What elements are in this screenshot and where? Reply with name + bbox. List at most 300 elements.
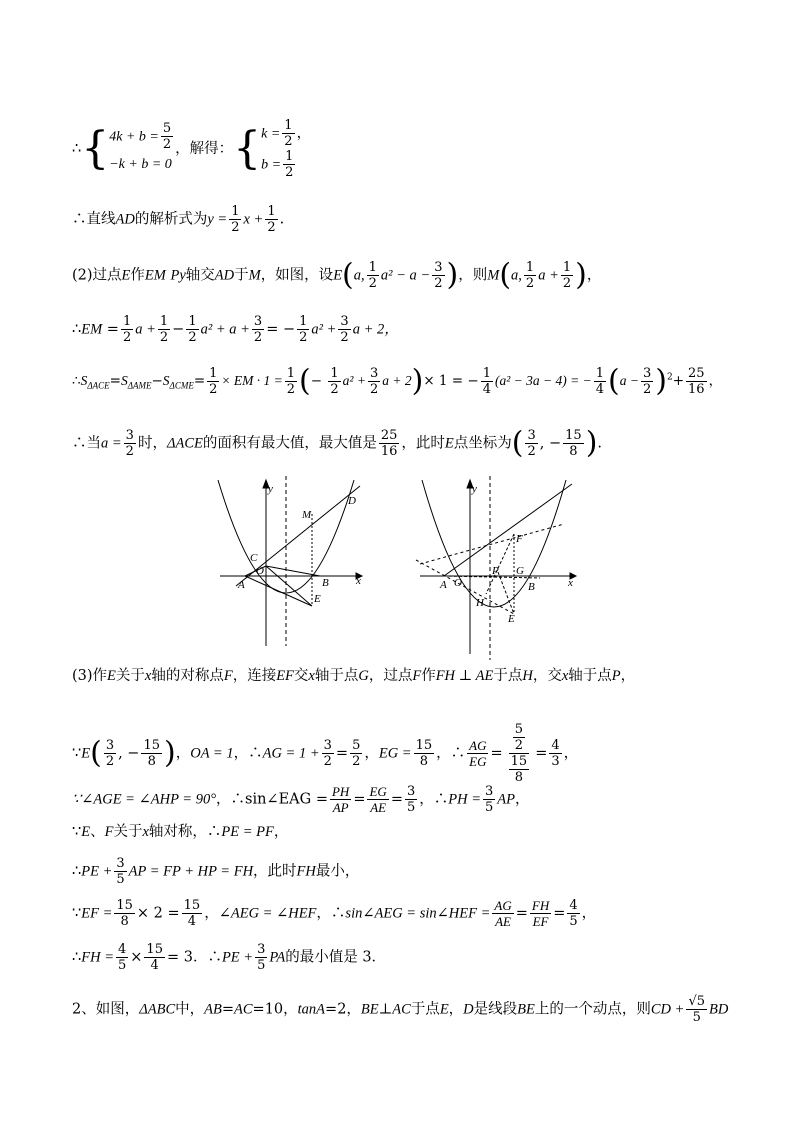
point-p: P <box>611 668 621 684</box>
period: . <box>597 435 603 452</box>
text: (3)作 <box>72 668 108 684</box>
math: PE = PF <box>221 824 274 840</box>
y-axis-label: y <box>179 267 186 284</box>
frac-den: 2 <box>188 330 197 345</box>
math: + <box>672 373 685 389</box>
paren: ( <box>299 363 311 399</box>
right-brace: { <box>233 123 262 174</box>
frac-num: 3 <box>116 856 125 871</box>
point-e: E <box>444 435 454 452</box>
line-ad-expression <box>72 204 284 235</box>
math: CD + <box>650 1001 685 1018</box>
label-o: O <box>256 565 264 577</box>
max-area-line <box>72 425 603 461</box>
frac-num: √5 <box>688 994 705 1009</box>
frac-num: 3 <box>527 428 536 443</box>
math: EG = <box>378 745 412 762</box>
frac-num: 15 <box>415 738 433 753</box>
math: BD <box>709 1001 729 1018</box>
frac-den: 2 <box>369 382 379 397</box>
frac-den: 2 <box>352 754 361 769</box>
math: a, <box>511 267 522 284</box>
math: a + <box>135 321 156 338</box>
paren: ) <box>446 257 459 293</box>
frac-den: 4 <box>595 382 605 397</box>
comma: ， <box>296 125 311 142</box>
math: x + <box>243 211 264 228</box>
because: ∵ <box>72 824 82 840</box>
part2-setup-line <box>72 257 602 293</box>
system-left <box>109 121 175 178</box>
math: × EM · 1 = <box>221 373 283 388</box>
point-e: E <box>81 824 91 840</box>
segment-ad: AD <box>115 211 135 228</box>
point-g: G <box>358 668 369 684</box>
frac-num: 3 <box>642 366 652 381</box>
frac-den: 8 <box>120 914 129 929</box>
text: 于点 <box>410 1001 440 1018</box>
frac-den: 2 <box>434 276 443 291</box>
math: AP = FP + HP = FH <box>128 863 254 880</box>
label-o: O <box>454 577 462 589</box>
paren: ) <box>164 735 176 771</box>
frac-num: 4 <box>117 942 127 957</box>
math: PE + <box>221 949 254 966</box>
text: (2)过点 <box>72 267 122 284</box>
math: a + 2， <box>352 321 399 338</box>
frac-num: 1 <box>368 260 377 275</box>
frac-num: 1 <box>231 204 240 219</box>
math: = <box>221 1001 235 1018</box>
text: 轴对称，∴ <box>148 824 222 840</box>
sin-aeg-line <box>72 898 596 929</box>
exponent: 2 <box>666 372 673 383</box>
fh-result-line <box>72 942 386 973</box>
comma: ， <box>581 905 597 922</box>
frac-num: 3 <box>485 784 494 799</box>
equation-system-line <box>72 118 311 180</box>
point-f: F <box>104 824 114 840</box>
frac-den: 4 <box>482 382 491 397</box>
frac-den: 2 <box>253 330 263 345</box>
frac-den: 2 <box>231 220 240 235</box>
math: sin∠AEG = sin∠HEF = <box>345 905 491 922</box>
text: ，过点 <box>368 668 413 684</box>
text: ，此时 <box>253 863 297 880</box>
point-e: E <box>439 1001 449 1018</box>
x-label: x <box>144 668 152 684</box>
frac-num: 1 <box>482 366 491 381</box>
frac-den: 2 <box>105 754 115 769</box>
math: × 2 = <box>136 905 180 922</box>
frac-num: 3 <box>125 428 134 443</box>
label-h: H <box>476 597 484 609</box>
frac-num: 1 <box>525 260 535 275</box>
label-d: D <box>348 495 356 507</box>
frac-den: 2 <box>209 382 218 397</box>
tan-a: tanA <box>297 1001 326 1018</box>
math: ∵∠AGE = ∠AHP = 90° <box>72 791 217 808</box>
text: 最小， <box>315 863 360 880</box>
area-s: S <box>162 373 170 388</box>
math: a + <box>538 267 559 284</box>
paren: ( <box>499 257 512 293</box>
label-x: x <box>568 577 573 589</box>
math: = <box>535 745 548 762</box>
frac-num: EG <box>369 784 387 799</box>
frac-num: 15 <box>183 898 201 913</box>
math: a² − a − <box>380 267 431 284</box>
point-m: M <box>487 267 500 284</box>
solve-text: ，解得： <box>175 141 234 157</box>
frac-den: 3 <box>551 754 560 769</box>
frac-num: 3 <box>323 738 332 753</box>
frac-den: 16 <box>688 382 705 397</box>
text: =10， <box>252 1001 298 1018</box>
comma: ， <box>586 267 602 284</box>
frac-num: PH <box>331 784 350 799</box>
symmetry-line <box>72 822 288 842</box>
therefore-symbol: ∴ <box>72 141 82 157</box>
comma: ， <box>204 905 219 922</box>
math: a² + <box>342 373 366 388</box>
text: 轴交 <box>185 267 215 284</box>
frac-den: 5 <box>117 958 127 973</box>
math: = 3 <box>166 949 193 966</box>
text: 点坐标为 <box>453 435 512 452</box>
figure-left <box>214 474 364 646</box>
text: 上的一个动点，则 <box>534 1001 651 1018</box>
area-s: S <box>80 373 88 388</box>
text: 作 <box>130 267 145 284</box>
frac-den: 4 <box>150 958 159 973</box>
math: = <box>515 905 528 922</box>
point-h: H <box>522 668 533 684</box>
frac-num: 15 <box>143 738 161 753</box>
line-ad <box>444 484 572 576</box>
math: PE + <box>81 863 113 880</box>
paren: ( <box>342 257 354 293</box>
label-a: A <box>238 579 245 591</box>
frac-den: 5 <box>116 872 125 887</box>
frac-num: 3 <box>340 314 349 329</box>
compound-fraction <box>505 722 534 785</box>
math: EF = <box>81 905 113 922</box>
subscript: ΔCME <box>169 380 194 391</box>
text: ，∴ <box>419 791 449 808</box>
text: ，则 <box>458 267 488 284</box>
text: 交 <box>293 668 309 684</box>
frac-num: 15 <box>116 898 133 913</box>
segment-em: EM <box>144 267 166 284</box>
math: , − <box>118 745 140 762</box>
perpendicular: BE⊥AC <box>360 1001 411 1018</box>
text: 于 <box>234 267 249 284</box>
x-label: x <box>561 668 569 684</box>
math: = <box>490 745 503 762</box>
frac-den: 5 <box>569 914 578 929</box>
math: , − <box>539 435 562 452</box>
segment-pe <box>498 572 514 614</box>
frac-num: 15 <box>146 942 163 957</box>
frac-num: 5 <box>514 722 524 737</box>
math: OA = 1 <box>190 745 234 762</box>
paren: ) <box>655 363 667 399</box>
math: PH = <box>448 791 482 808</box>
sum-min-line <box>72 856 359 887</box>
because: ∵ <box>72 745 82 762</box>
frac-num: 1 <box>330 366 339 381</box>
label-b: B <box>528 581 535 593</box>
label-f: F <box>516 533 523 545</box>
perpendicular: FH ⊥ AE <box>435 668 494 684</box>
frac-num: 15 <box>510 754 528 769</box>
math: FH = <box>81 949 114 966</box>
frac-den: 2 <box>330 382 339 397</box>
text: 的最小值是 3． <box>285 949 387 966</box>
math: = <box>109 373 121 389</box>
frac-num: 25 <box>688 366 705 381</box>
text: ，∴ <box>233 745 263 762</box>
frac-num: 1 <box>286 366 296 381</box>
text: ，此时 <box>401 435 445 452</box>
frac-den: 2 <box>514 738 524 753</box>
frac-num: 1 <box>299 314 308 329</box>
text: 于点 <box>493 668 523 684</box>
frac-den: 2 <box>284 134 293 149</box>
math: = <box>390 791 403 808</box>
k-text: k = <box>261 126 281 142</box>
math: × <box>130 949 143 966</box>
math: a, <box>353 267 365 284</box>
sin-eag-line <box>72 784 530 815</box>
segment-ef: EF <box>276 668 294 684</box>
frac-den: AE <box>370 800 387 815</box>
frac-den: 2 <box>340 330 349 345</box>
label-e: E <box>314 593 321 605</box>
text: =2， <box>325 1001 361 1018</box>
comma: ， <box>364 745 379 762</box>
label-m: M <box>302 509 312 521</box>
math: − <box>310 373 327 389</box>
point-e: E <box>333 267 343 284</box>
eq2-text: −k + b = 0 <box>109 156 172 172</box>
frac-num: 4 <box>551 738 560 753</box>
period: . <box>279 211 285 228</box>
frac-den: AP <box>332 800 349 815</box>
therefore: ∴ <box>72 949 82 966</box>
text: ∴当 <box>72 435 101 452</box>
frac-num: 1 <box>562 260 572 275</box>
system-solution <box>261 118 310 180</box>
math: × 1 = − <box>423 373 479 389</box>
frac-den: 2 <box>323 754 332 769</box>
comma: ， <box>448 1001 464 1018</box>
subscript: ΔAME <box>127 380 152 391</box>
frac-den: 2 <box>527 444 536 459</box>
math: ，∴sin∠EAG = <box>216 791 328 808</box>
b-text: b = <box>261 157 282 173</box>
therefore: ∴ <box>72 373 81 389</box>
segment-ab: AB <box>204 1001 222 1018</box>
label-b: B <box>322 577 329 589</box>
frac-den: 2 <box>562 276 572 291</box>
math: = <box>193 373 206 389</box>
frac-den: 8 <box>419 754 428 769</box>
math: = <box>353 791 366 808</box>
text: 中， <box>175 1001 205 1018</box>
paren: ) <box>411 363 424 399</box>
frac-num: 3 <box>369 366 379 381</box>
frac-num: 5 <box>162 120 172 136</box>
therefore: ∴ <box>72 321 82 338</box>
frac-num: 1 <box>188 314 197 329</box>
frac-num: 3 <box>257 942 266 957</box>
frac-den: 2 <box>286 382 296 397</box>
comma: ， <box>708 373 723 389</box>
text: ，∴ <box>436 745 466 762</box>
frac-num: 25 <box>380 428 398 443</box>
frac-den: 5 <box>485 800 494 815</box>
therefore: ∴ <box>72 863 82 880</box>
frac-num: 1 <box>595 366 605 381</box>
frac-den: 2 <box>368 276 377 291</box>
frac-num: AG <box>469 738 487 753</box>
triangle-abc: ΔABC <box>139 1001 176 1018</box>
point-m: M <box>248 267 261 284</box>
text: ．∴ <box>192 949 222 966</box>
point-f: F <box>412 668 422 684</box>
text: 轴于点 <box>314 668 359 684</box>
math: PA <box>269 949 286 966</box>
dashed-line <box>420 524 564 564</box>
frac-den: 8 <box>569 444 578 459</box>
math: a = <box>101 435 122 452</box>
frac-den: 2 <box>159 330 169 345</box>
segment-em: EM <box>81 321 103 338</box>
text: ，连接 <box>232 668 277 684</box>
problem-2-line <box>72 994 728 1025</box>
frac-num: AG <box>494 898 512 913</box>
axes <box>220 480 362 646</box>
frac-den: 2 <box>162 136 172 152</box>
frac-den: 8 <box>514 770 524 785</box>
math: = <box>335 745 349 762</box>
frac-num: 4 <box>569 898 578 913</box>
paren: ( <box>511 425 524 461</box>
area-s: S <box>120 373 128 388</box>
point-e: E <box>121 267 131 284</box>
frac-den: 5 <box>692 1010 701 1025</box>
frac-num: 1 <box>159 314 169 329</box>
label-a: A <box>440 579 447 591</box>
frac-den: 2 <box>642 382 652 397</box>
text: 的面积有最大值，最大值是 <box>202 435 377 452</box>
segment-ac: AC <box>234 1001 253 1018</box>
paren: ( <box>90 735 102 771</box>
text: ，交 <box>532 668 562 684</box>
segment-ad: AD <box>214 267 235 284</box>
frac-den: 2 <box>267 220 276 235</box>
math: − <box>172 321 185 338</box>
text: 2、如图， <box>72 1001 140 1018</box>
label-e: E <box>508 613 515 625</box>
comma: ， <box>175 745 191 762</box>
label-x: x <box>356 575 361 587</box>
eq1-text: 4k + b = <box>109 129 159 144</box>
figure-right <box>414 474 578 660</box>
text: 作 <box>421 668 436 684</box>
text: 时， <box>137 435 167 452</box>
part3-setup-line <box>72 666 635 686</box>
text: 关于 <box>113 824 143 840</box>
math: = <box>106 321 119 338</box>
comma: ， <box>563 745 579 762</box>
label-y: y <box>268 483 273 495</box>
x-label: x <box>308 668 315 684</box>
math: = − <box>266 321 296 338</box>
math: (a² − 3a − 4) = − <box>495 373 592 388</box>
label-p: P <box>492 565 499 577</box>
text: ，∴ <box>316 905 346 922</box>
math: AP <box>497 791 516 808</box>
frac-den: 2 <box>525 276 535 291</box>
em-expression-line <box>72 314 399 345</box>
math: AG = 1 + <box>262 745 320 762</box>
frac-num: 1 <box>209 366 218 381</box>
frac-num: FH <box>531 898 550 913</box>
frac-den: 2 <box>299 330 308 345</box>
point-d: D <box>463 1001 474 1018</box>
text: 、 <box>90 824 105 840</box>
frac-num: 5 <box>352 738 361 753</box>
math: = <box>553 905 566 922</box>
text: ，如图，设 <box>260 267 334 284</box>
math: − <box>151 373 163 389</box>
math: a² + a + <box>200 321 250 338</box>
text: 是线段 <box>473 1001 518 1018</box>
math: a + 2 <box>382 373 412 388</box>
math: ∠AEG = ∠HEF <box>218 905 317 922</box>
frac-den: 2 <box>122 330 132 345</box>
frac-den: 5 <box>406 800 416 815</box>
left-brace: { <box>81 123 110 174</box>
comma: ， <box>273 824 289 840</box>
frac-num: 15 <box>565 428 582 443</box>
paren: ( <box>608 363 620 399</box>
point-e: E <box>107 668 116 684</box>
frac-den: 2 <box>285 165 294 180</box>
comma: ， <box>515 791 530 808</box>
frac-den: 5 <box>257 958 266 973</box>
math: y = <box>207 211 228 228</box>
math: a − <box>619 373 639 388</box>
segment-be: BE <box>517 1001 535 1018</box>
math: a² + <box>311 321 337 338</box>
frac-num: 1 <box>267 204 276 219</box>
parallel-p: P <box>170 267 180 284</box>
frac-den: EG <box>469 754 487 769</box>
frac-num: 3 <box>105 738 115 753</box>
label-c: C <box>250 552 258 564</box>
label-y: y <box>472 483 477 495</box>
frac-num: 1 <box>284 118 293 133</box>
frac-num: 3 <box>406 784 416 799</box>
segment-fh: FH <box>296 863 316 880</box>
subscript: ΔACE <box>87 380 110 391</box>
text: ∴直线 <box>72 211 116 228</box>
x-label: x <box>142 824 149 840</box>
